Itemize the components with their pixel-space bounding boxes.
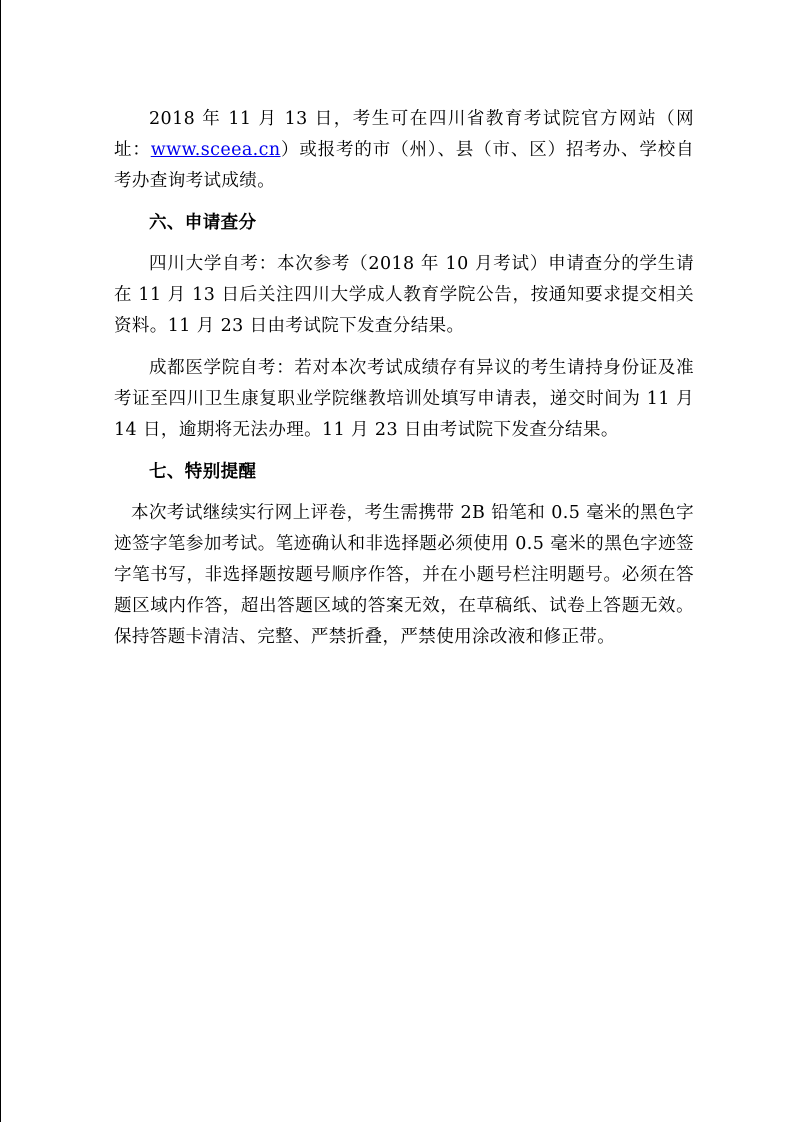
document-body bbox=[114, 104, 694, 664]
section-heading-review: 六、申请查分 bbox=[149, 213, 257, 233]
score-query-text-start: 2018 年 11 月 13 日，考生可在四川省教育考试院官方网站（网址： bbox=[114, 109, 694, 160]
section-heading-reminder: 七、特别提醒 bbox=[149, 462, 257, 482]
reminder-paragraph: 本次考试继续实行网上评卷，考生需携带 2B 铅笔和 0.5 毫米的黑色字迹签字笔参加考试。笔迹确认和非选择题必须使用 0.5 毫米的黑色字迹签字笔书写，非选择题按题号顺序作答，并在小题号栏注明题号。必须在答题区域内作答，超出答题区域的答案无效，在草稿纸、试卷上答题无效。保持答题卡清洁、完整、严禁折叠，严禁使用涂改液和修正带。 bbox=[114, 503, 694, 647]
review-cmc-paragraph: 成都医学院自考：若对本次考试成绩存有异议的考生请持身份证及准考证至四川卫生康复职业学院继教培训处填写申请表，递交时间为 11 月 14 日，逾期将无法办理。11 月 23 日由考试院下发查分结果。 bbox=[114, 358, 694, 440]
page-left-border bbox=[0, 0, 1, 1122]
score-query-text-end: ）或报考的市（州）、县（市、区）招考办、学校自考办查询考试成绩。 bbox=[114, 140, 694, 191]
score-query-paragraph bbox=[114, 104, 694, 197]
review-scu-paragraph: 四川大学自考：本次参考（2018 年 10 月考试）申请查分的学生请在 11 月 13 日后关注四川大学成人教育学院公告，按通知要求提交相关资料。11 月 23 日由考试院下发查分结果。 bbox=[114, 254, 694, 336]
exam-website-link[interactable]: www.sceea.cn bbox=[150, 140, 281, 160]
